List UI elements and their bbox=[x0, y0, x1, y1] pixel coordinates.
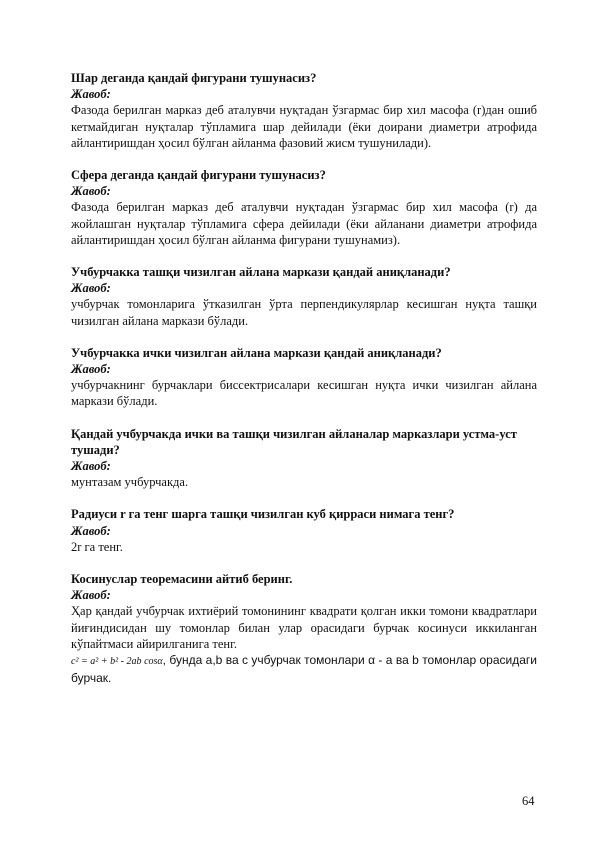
answer-label-1: Жавоб: bbox=[71, 87, 111, 102]
answer-6: 2r га тенг. bbox=[71, 539, 123, 554]
question-1: Шар деганда қандай фигурани тушунасиз? bbox=[71, 71, 317, 85]
question-6: Радиуси r га тенг шарга ташқи чизилган куб қирраси нимага тенг? bbox=[71, 507, 455, 522]
answer-label-4: Жавоб: bbox=[71, 362, 111, 377]
page-number: 64 bbox=[522, 794, 535, 808]
answer-2: Фазода берилган марказ деб аталувчи нуқтадан ўзгармас бир хил масофа (r) да жойлашган нуқталар тўпламига сфера дейилади (ёки айланани диаметри атрофида айлантиришдан ҳосил бўлган айланма фигурани тушунамиз). bbox=[71, 200, 537, 247]
formula-line bbox=[71, 652, 537, 686]
answer-3: учбурчак томонларига ўтказилган ўрта перпендикулярлар кесишган нуқта ташқи чизилган айлана маркази бўлади. bbox=[71, 297, 537, 328]
question-5: Қандай учбурчакда ички ва ташқи чизилган айланалар марказлари устма-уст тушади? bbox=[71, 426, 517, 457]
question-3: Учбурчакка ташқи чизилган айлана маркази қандай аниқланади? bbox=[71, 265, 451, 280]
answer-label-6: Жавоб: bbox=[71, 523, 111, 538]
answer-7: Ҳар қандай учбурчак ихтиёрий томонининг квадрати қолган икки томони квадратлари йиғиндисидан шу томонлар билан улар орасидаги бурчак косинуси иккиланган кўпайтмаси айирилганига тенг. bbox=[71, 604, 537, 651]
question-4: Учбурчакка ички чизилган айлана маркази қандай аниқланади? bbox=[71, 345, 442, 360]
page-content bbox=[71, 70, 537, 687]
cosine-law-formula: c² = a² + b² - 2ab cosα bbox=[71, 656, 163, 668]
answer-1: Фазода берилган марказ деб аталувчи нуқтадан ўзгармас бир хил масофа (r)дан ошиб кетмайдиган нуқталар тўпламига шар дейилади (ёки доирани диаметри атрофида айлантиришдан ҳосил бўлган айланма фазовий жисм тушунилади). bbox=[71, 103, 537, 150]
answer-4: учбурчакнинг бурчаклари биссектрисалари кесишган нуқта ички чизилган айлана маркази бўлади. bbox=[71, 378, 537, 409]
question-2: Сфера деганда қандай фигурани тушунасиз? bbox=[71, 168, 326, 183]
answer-5: мунтазам учбурчакда. bbox=[71, 475, 189, 490]
formula-description: , бунда a,b ва с учбурчак томонлари α - a ва b томонлар орасидаги бурчак. bbox=[71, 653, 537, 686]
question-7: Косинуслар теоремасини айтиб беринг. bbox=[71, 572, 293, 587]
answer-label-7: Жавоб: bbox=[71, 588, 111, 603]
answer-label-5: Жавоб: bbox=[71, 459, 111, 474]
answer-label-2: Жавоб: bbox=[71, 184, 111, 199]
answer-label-3: Жавоб: bbox=[71, 281, 111, 296]
